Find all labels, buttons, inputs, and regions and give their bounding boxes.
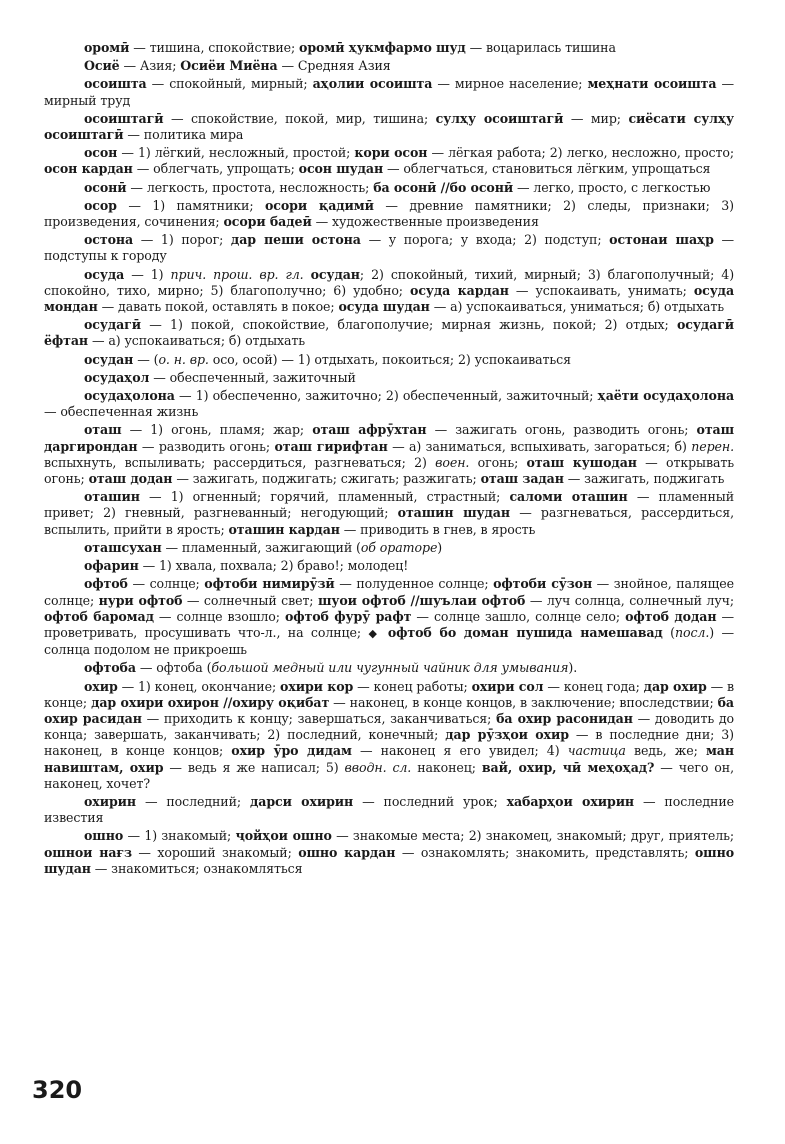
example-phrase: сиёсати сулҳу осоиштагӣ [44,110,734,143]
example-phrase: оташ задан [480,471,564,487]
dictionary-entry [44,794,734,826]
dictionary-entry [44,232,734,264]
headword: охирин [84,793,137,809]
definition-text: — легко, просто, с легкостью [513,179,711,195]
example-phrase: офтоб фурӯ рафт [284,608,412,624]
definition-text: — солнце зашло, солнце село; [411,608,626,624]
definition-text: — луч солнца, солнечный луч; [525,592,735,608]
example-phrase: оташ даргирондан [44,422,735,454]
definition-text: — древние памятники; 2) следы, признаки; 3) произведения, сочинения; [44,197,734,230]
definition-text: — 1) покой, спокойствие, благополучие; мирная жизнь, покой; 2) отдых; [141,317,677,333]
definition-text: — а) заниматься, вспыхивать, загораться; б) [387,438,692,454]
headword: осудаҳол [84,369,150,385]
definition-text: — 1) памятники; [116,197,265,213]
definition-text: — последний урок; [353,793,507,809]
headword: осуда [84,266,125,282]
definition-text: — в конце; [44,678,734,710]
definition-text: ; 2) спокойный, тихий, мирный; 3) благополучный; 4) спокойно, тихо, мирно; 5) благополучно; 6) удобно; [44,266,735,298]
example-phrase: ба охир расидан [44,694,734,726]
definition-text: — пламенный привет; 2) гневный, разгневанный; негодующий; [44,489,734,521]
definition-text: — последний; [136,793,250,809]
diamond-icon: ◆ [368,626,381,640]
dictionary-entry [44,388,734,420]
definition-text: — конец работы; [353,678,472,694]
definition-text: — знакомые места; 2) знакомец, знакомый; друг, приятель; [331,828,734,844]
definition-text: — давать покой, оставлять в покое; [97,299,339,315]
example-phrase: аҳолии осоишта [312,76,433,92]
definition-text [304,267,311,282]
example-phrase: осуда шудан [338,299,430,315]
definition-text: — знойное, палящее солнце; [44,576,734,608]
example-phrase: хабарҳои охирин [506,793,635,809]
example-phrase: офтоби нимирӯзӣ [204,576,335,592]
dictionary-entry [44,370,734,386]
grammar-note: частица [567,743,626,759]
grammar-note: посл. [674,624,710,640]
example-phrase: дар охир [643,678,707,694]
example-phrase: дар пеши остона [230,232,361,248]
definition-text: — 1) порог; [133,232,231,248]
dictionary-entry [44,660,734,676]
definition-text: — наконец я его увидел; 4) [351,743,568,759]
dictionary-entry [44,576,734,658]
grammar-note: перен. [691,438,734,454]
headword: осудаҳолона [84,388,175,404]
definition-text: ) — солнца подолом не прикроешь [44,624,734,658]
definition-text: — успокаивать, унимать; [508,282,694,298]
example-phrase: оромӣ ҳукмфармо шуд [299,40,466,55]
headword: осонӣ [84,179,127,195]
definition-text: — 1) хвала, похвала; 2) браво!; молодец! [138,558,409,574]
example-phrase: охир ӯро дидам [231,743,352,759]
definition-text: — ведь я же написал; 5) [163,759,345,775]
example-phrase: оташин кардан [228,521,340,537]
definition-text: — 1) обеспеченно, зажиточно; 2) обеспеченный, зажиточный; [174,388,598,404]
example-phrase: осуда кардан [410,282,509,298]
headword: осон [84,145,118,161]
example-phrase: офтоб бо доман пушида намешавад [387,624,663,640]
definition-text: — хороший знакомый; [131,844,299,860]
dictionary-entry [44,828,734,877]
example-phrase: оташ додан [88,471,173,487]
definition-text: огонь; [469,454,527,470]
definition-text: — солнце взошло; [153,608,285,624]
definition-text: — Азия; [119,58,181,74]
definition-text: — мирный труд [44,76,734,108]
definition-text: — полуденное солнце; [334,576,494,592]
example-phrase: оташ афрӯхтан [312,422,427,438]
definition-text: — 1) конец, окончание; [117,678,281,694]
definition-text: — 1) [124,266,171,282]
definition-text: — Средняя Азия [277,58,391,74]
example-phrase: ба охир расонидан [496,710,633,726]
example-phrase: осори бадеӣ [223,214,312,230]
dictionary-entry [44,180,734,196]
definition-text: — проветривать, просушивать что-л., на солнце; [44,608,734,640]
dictionary-entry [44,352,734,368]
example-phrase: шуои офтоб //шуълаи офтоб [317,592,526,608]
grammar-note: прич. прош. вр. гл. [170,266,304,282]
headword: охир [84,678,118,694]
definition-text: — в последние дни; 3) наконец, в конце концов; [44,727,734,759]
example-phrase: оташин шудан [397,505,510,521]
definition-text: — открывать огонь; [44,454,734,487]
definition-text: — 1) знакомый; [123,828,236,844]
definition-text: ( [662,624,675,640]
example-phrase: охири сол [471,678,544,694]
example-phrase: саломи оташин [509,489,628,505]
headword: оташин [84,489,140,505]
definition-text: — мирное население; [432,76,588,92]
headword: оташсухан [84,539,162,555]
headword: осор [84,197,117,213]
definition-text: — разводить огонь; [137,438,275,454]
dictionary-entry [44,267,734,316]
grammar-note: большой медный или чугунный чайник для умывания [211,660,569,676]
definition-text: — облегчаться, становиться лёгким, упрощаться [383,161,711,177]
headword: осоиштагӣ [84,110,164,126]
example-phrase: ман навиштам, охир [44,743,734,775]
headword: остона [84,232,134,248]
grammar-note: воен. [435,454,470,470]
example-phrase: оташ кушодан [526,454,637,470]
definition-text: ). [568,660,578,676]
example-phrase: остонаи шаҳр [609,232,714,248]
headword: офарин [84,558,139,574]
example-phrase: ҳаёти осудаҳолона [597,388,735,404]
definition-text: — мир; [563,110,629,126]
dictionary-entry [44,58,734,74]
definition-text: — приходить к концу; завершаться, заканчиваться; [141,710,497,726]
example-phrase: ҷойҳои ошно [235,828,332,844]
example-phrase: осудан [310,266,360,282]
dictionary-entry [44,540,734,556]
example-phrase: ошнои нағз [44,844,132,860]
definition-text: — обеспеченная жизнь [44,404,199,420]
definition-text: — спокойствие, покой, мир, тишина; [163,110,436,126]
definition-text: — последние известия [44,793,734,826]
definition-text: наконец; [411,759,482,775]
headword: осоишта [84,76,147,92]
definition-text: — чего он, наконец, хочет? [44,759,734,791]
definition-text: ведь, же; [625,743,706,759]
definition-text: — приводить в гнев, в ярость [339,521,536,537]
example-phrase: осуда мондан [44,282,735,315]
definition-text: — 1) огненный; горячий, пламенный, страстный; [139,489,510,505]
dictionary-entry [44,422,734,487]
headword: осудагӣ [84,317,142,333]
grammar-note: вводн. сл. [344,759,412,775]
example-phrase: нури офтоб [98,592,183,608]
headword: ошно [84,828,124,844]
example-phrase: ошно кардан [298,844,396,860]
definition-text: — а) успокаиваться, униматься; б) отдыхать [429,299,724,315]
definition-text: — зажигать, поджигать; сжигать; разжигать; [172,471,481,487]
example-phrase: осудагӣ ёфтан [44,317,734,349]
dictionary-page [44,40,734,879]
example-phrase: оташ гирифтан [274,438,388,454]
definition-text: — зажигать, поджигать [563,471,725,487]
definition-text: — разгневаться, рассердиться, вспылить, прийти в ярость; [44,505,735,537]
definition-text: — спокойный, мирный; [146,76,313,92]
example-phrase: вай, охир, чӣ меҳоҳад? [481,759,655,775]
dictionary-entry [44,679,734,792]
headword: Осиё [84,58,120,74]
definition-text: — зажигать огонь, разводить огонь; [426,422,697,438]
dictionary-entry [44,558,734,574]
definition-text: — офтоба ( [135,660,212,676]
definition-text: — солнечный свет; [182,592,318,608]
definition-text: — облегчать, упрощать; [132,161,299,177]
headword: офтоб [84,576,128,592]
grammar-note: об ораторе [360,539,438,555]
grammar-note: о. н. вр. [158,351,209,367]
example-phrase: ошно шудан [44,844,734,876]
definition-text: — а) успокаиваться; б) отдыхать [88,333,306,349]
definition-text: — доводить до конца; завершать, заканчивать; 2) последний, конечный; [44,710,734,743]
definition-text: — у порога; у входа; 2) подступ; [360,232,610,248]
dictionary-entry [44,76,734,108]
example-phrase: офтоб баромад [44,608,154,624]
definition-text: — подступы к городу [44,232,734,264]
dictionary-entry [44,145,734,177]
definition-text: — легкость, простота, несложность; [126,179,374,195]
example-phrase: меҳнати осоишта [587,76,717,92]
example-phrase: Осиёи Миёна [180,58,278,74]
definition-text: — наконец, в конце концов, в заключение; впоследствии; [329,694,718,710]
example-phrase: осон кардан [44,161,133,177]
headword: оташ [84,422,122,438]
example-phrase: дарси охирин [249,793,354,809]
definition-text: вспыхнуть, вспыливать; рассердиться, разгневаться; 2) [44,454,436,470]
definition-text: — воцарилась тишина [465,40,616,55]
page-number: 320 [32,1076,83,1104]
definition-text: — лёгкая работа; 2) легко, несложно, просто; [427,145,734,161]
definition-text: — обеспеченный, зажиточный [149,369,356,385]
dictionary-entry [44,111,734,143]
definition-text: — ознакомлять; знакомить, представлять; [395,844,695,860]
example-phrase: охири кор [280,678,354,694]
definition-text: — конец года; [543,678,644,694]
dictionary-entry [44,40,734,56]
headword: оромӣ [84,40,130,55]
definition-text: — 1) огонь, пламя; жар; [121,422,313,438]
example-phrase: осори қадимӣ [264,197,374,213]
example-phrase: дар охири охирон //охиру оқибат [91,694,330,710]
definition-text: ) [437,539,443,555]
dictionary-entry [44,489,734,538]
headword: осудан [84,351,134,367]
dictionary-entry [44,317,734,349]
definition-text: — художественные произведения [311,214,539,230]
definition-text: — солнце; [127,576,205,592]
definition-text [380,625,387,640]
example-phrase: офтоб додан [625,608,717,624]
dictionary-entry [44,198,734,230]
definition-text: осо, осой) — 1) отдыхать, покоиться; 2) успокаиваться [208,351,571,367]
definition-text: — 1) лёгкий, несложный, простой; [117,145,355,161]
headword: офтоба [84,660,136,676]
example-phrase: ба осонӣ //бо осонӣ [373,179,514,195]
definition-text: — ( [133,351,159,367]
definition-text: — политика мира [123,127,244,143]
definition-text: — пламенный, зажигающий ( [161,539,361,555]
definition-text: — тишина, спокойствие; [129,40,300,55]
example-phrase: дар рӯзҳои охир [445,727,569,743]
example-phrase: сулҳу осоиштагӣ [435,110,564,126]
example-phrase: офтоби сӯзон [493,576,593,592]
example-phrase: осон шудан [298,161,384,177]
definition-text: — знакомиться; ознакомляться [90,860,303,876]
example-phrase: кори осон [354,145,428,161]
